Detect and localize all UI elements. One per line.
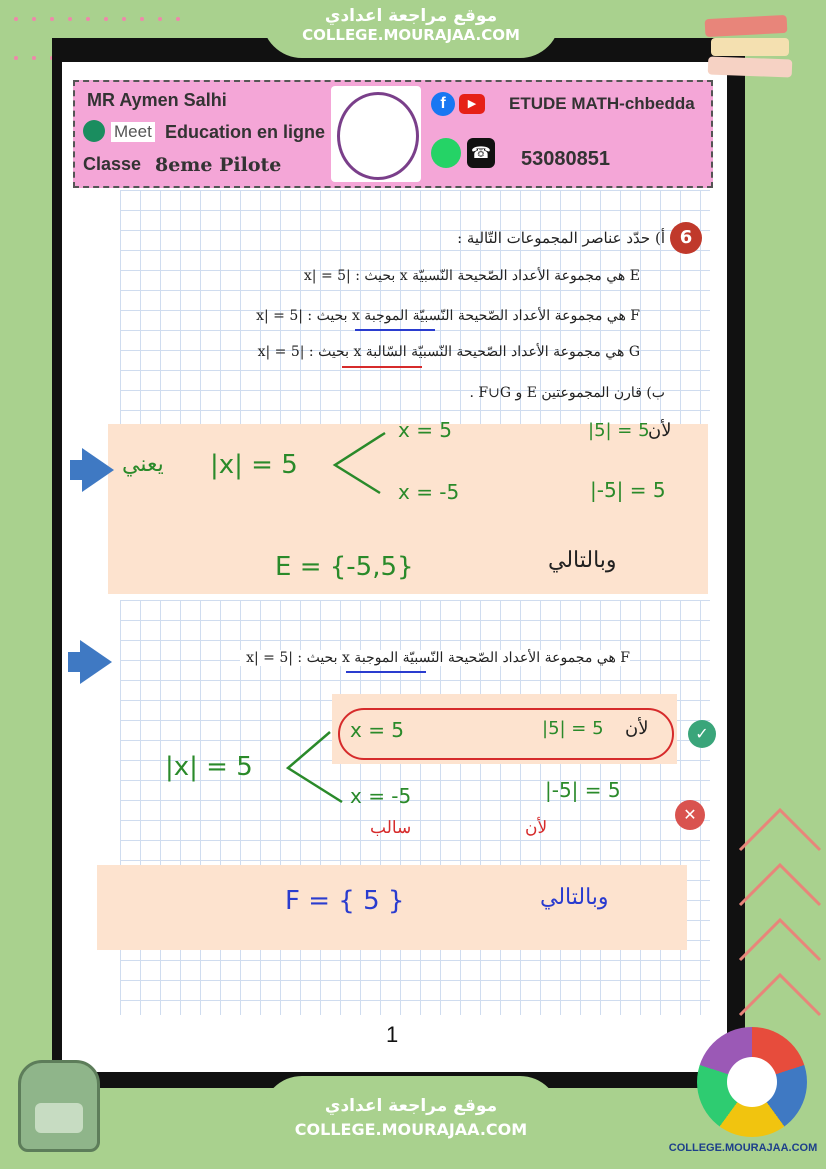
phone-number: 53080851 xyxy=(521,148,610,170)
meet-icon xyxy=(83,120,105,142)
exercise-line-g: G هي مجموعة الأعداد الصّحيحة النّسبيّة السّالبة x بحيث : |x| = 5 xyxy=(257,344,640,360)
underline-negative xyxy=(342,366,422,368)
arrow-right-shaft-2 xyxy=(68,652,82,672)
teacher-name: MR Aymen Salhi xyxy=(87,90,227,110)
youtube-icon[interactable]: ▶ xyxy=(459,94,485,114)
bottom-banner xyxy=(262,1076,560,1169)
page-number: 1 xyxy=(386,1022,399,1047)
top-banner-arabic: موقع مراجعة اعدادي xyxy=(324,6,498,26)
sol-e-x-pos: x = 5 xyxy=(398,418,453,442)
sol-e-abs-eq: |x| = 5 xyxy=(210,450,298,480)
exercise-line-e: E هي مجموعة الأعداد الصّحيحة النّسبيّة x بحيث : |x| = 5 xyxy=(303,268,640,284)
exercise-line-f: F هي مجموعة الأعداد الصّحيحة النّسبيّة الموجبة x بحيث : |x| = 5 xyxy=(256,308,640,324)
sol-f-because2: لأن xyxy=(525,818,548,838)
teacher-header xyxy=(73,80,713,188)
sol-e-set: E = {-5,5} xyxy=(275,552,414,582)
sol-e-x-neg: x = -5 xyxy=(398,480,460,504)
cross-icon: ✕ xyxy=(675,800,705,830)
logo-seal xyxy=(331,86,421,182)
sol-f-set: F = { 5 } xyxy=(285,886,405,916)
top-banner-url[interactable]: COLLEGE.MOURAJAA.COM xyxy=(302,26,520,44)
sol-f-x-neg: x = -5 xyxy=(350,784,412,808)
education-label: Education en ligne xyxy=(165,122,326,142)
phone-icon[interactable]: ☎ xyxy=(467,138,495,168)
arrow-right-shaft xyxy=(70,460,84,480)
underline-positive-2 xyxy=(346,671,426,673)
exercise-part-a: أ) حدّد عناصر المجموعات التّالية : xyxy=(457,229,665,247)
classe-label: Classe xyxy=(83,154,142,174)
sol-f-abs-eq: |x| = 5 xyxy=(165,752,253,782)
sol-f-x-pos: x = 5 xyxy=(350,718,405,742)
exercise-number-badge xyxy=(670,222,702,254)
exercise-part-b: ب) قارن المجموعتين E و F∪G . xyxy=(469,385,665,401)
backpack-icon xyxy=(18,1060,100,1152)
sol-e-therefore: وبالتالي xyxy=(548,548,617,573)
books-icon xyxy=(705,12,800,92)
arrow-right-icon xyxy=(82,448,114,492)
bottom-banner-url[interactable]: COLLEGE.MOURAJAA.COM xyxy=(294,1120,528,1139)
sol-f-because: لأن xyxy=(625,718,649,739)
sol-e-because: لأن xyxy=(648,420,672,441)
sol-e-yani: يعني xyxy=(122,452,164,477)
exercise-number: 6 xyxy=(679,227,693,248)
arrow-right-icon-2 xyxy=(80,640,112,684)
check-icon: ✓ xyxy=(688,720,716,748)
top-banner xyxy=(262,0,560,58)
bottom-banner-arabic: موقع مراجعة اعدادي xyxy=(324,1096,498,1116)
sol-e-absm5: |-5| = 5 xyxy=(590,478,666,502)
decorative-chevrons xyxy=(732,795,822,1055)
corner-logo-text[interactable]: COLLEGE.MOURAJAA.COM xyxy=(668,1142,818,1154)
site-logo-icon xyxy=(695,1025,815,1140)
decorative-dots xyxy=(14,6,214,25)
underline-positive xyxy=(355,329,435,331)
sol-f-therefore: وبالتالي xyxy=(540,885,609,910)
whatsapp-icon[interactable] xyxy=(431,138,461,168)
repeat-line-f: F هي مجموعة الأعداد الصّحيحة النّسبيّة الموجبة x بحيث : |x| = 5 xyxy=(240,650,630,666)
facebook-icon[interactable]: f xyxy=(431,92,455,116)
sol-f-negative-note: سالب xyxy=(370,818,412,838)
sol-f-abs5: |5| = 5 xyxy=(542,718,604,739)
meet-label: Meet xyxy=(111,122,155,142)
sol-e-branch-arrows xyxy=(325,425,395,500)
classe-value: 8eme Pilote xyxy=(155,154,282,176)
sol-f-absm5: |-5| = 5 xyxy=(545,778,621,802)
sol-f-branch-arrows xyxy=(280,726,350,806)
etude-label: ETUDE MATH-chbedda xyxy=(509,94,695,113)
sol-e-abs5: |5| = 5 xyxy=(588,420,650,441)
